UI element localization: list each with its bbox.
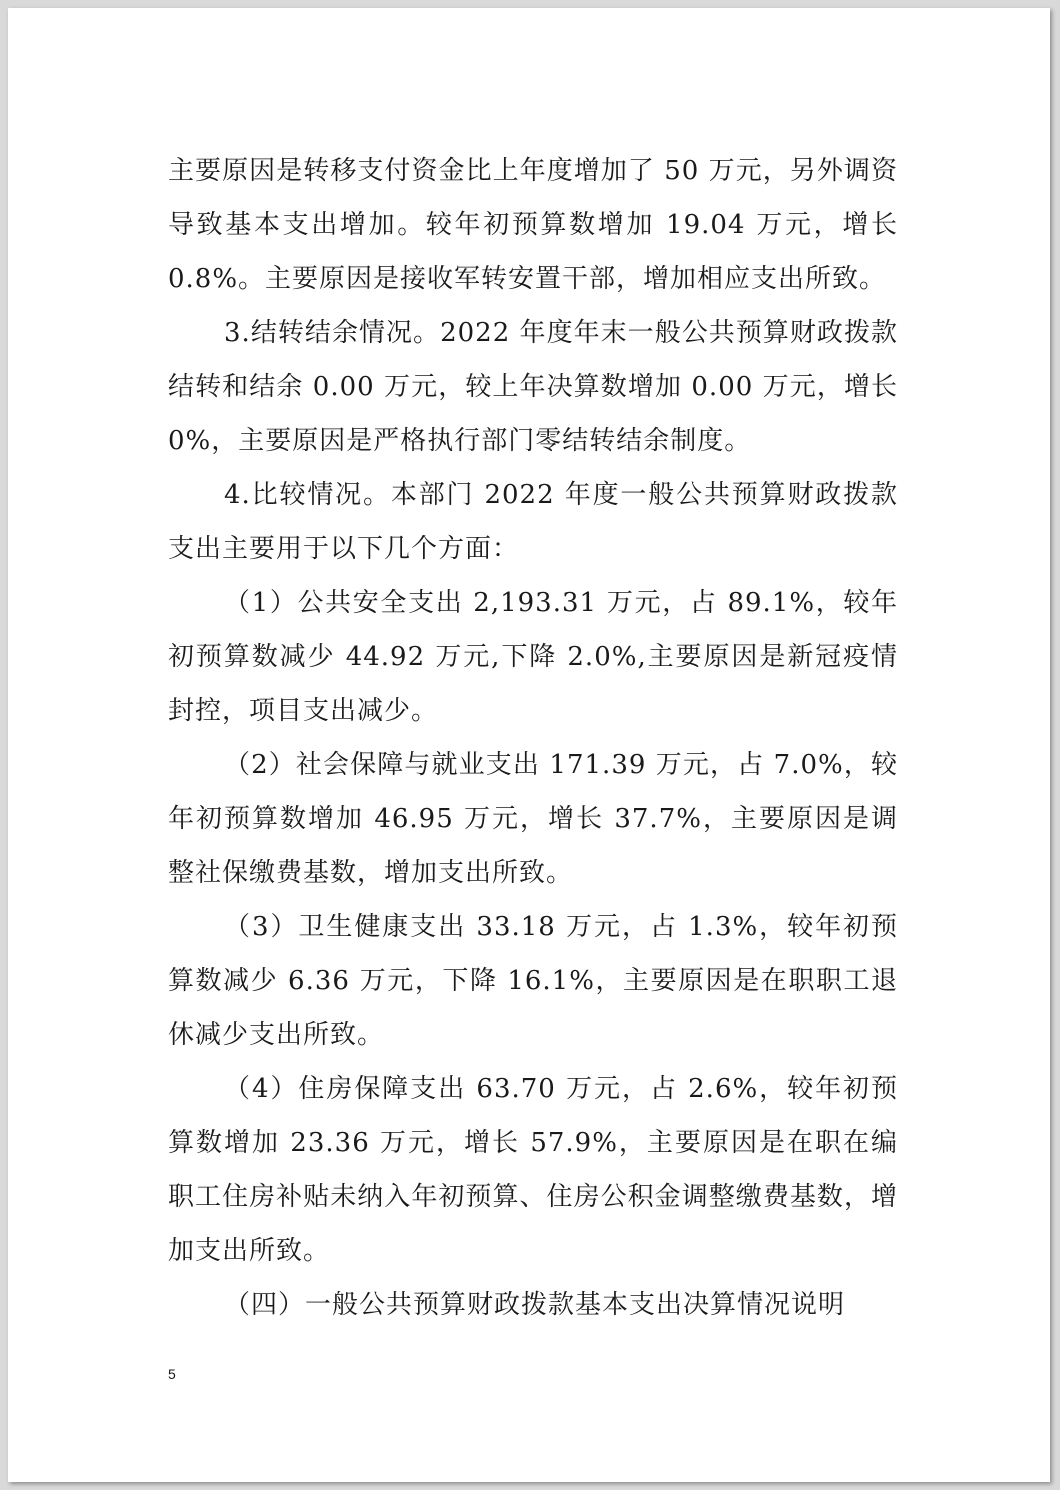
document-body	[168, 144, 898, 1332]
document-page	[8, 8, 1050, 1482]
paragraph-carryover-balance: 3.结转结余情况。2022 年度年末一般公共预算财政拨款结转和结余 0.00 万元，较上年决算数增加 0.00 万元，增长 0%，主要原因是严格执行部门零结转结余制度。	[168, 318, 898, 456]
paragraph-health: （3）卫生健康支出 33.18 万元，占 1.3%，较年初预算数减少 6.36 万元，下降 16.1%，主要原因是在职职工退休减少支出所致。	[168, 912, 898, 1050]
paragraph-comparison-intro: 4.比较情况。本部门 2022 年度一般公共预算财政拨款支出主要用于以下几个方面：	[168, 480, 898, 564]
paragraph-social-security: （2）社会保障与就业支出 171.39 万元，占 7.0%，较年初预算数增加 46.95 万元，增长 37.7%，主要原因是调整社保缴费基数，增加支出所致。	[168, 750, 898, 888]
page-number: 5	[168, 1366, 176, 1382]
paragraph-continuation: 主要原因是转移支付资金比上年度增加了 50 万元，另外调资导致基本支出增加。较年初预算数增加 19.04 万元，增长 0.8%。主要原因是接收军转安置干部，增加相应支出所致。	[168, 156, 898, 294]
paragraph-housing: （4）住房保障支出 63.70 万元，占 2.6%，较年初预算数增加 23.36 万元，增长 57.9%，主要原因是在职在编职工住房补贴未纳入年初预算、住房公积金调整缴费基数，增加支出所致。	[168, 1074, 898, 1266]
paragraph-public-security: （1）公共安全支出 2,193.31 万元，占 89.1%，较年初预算数减少 44.92 万元,下降 2.0%,主要原因是新冠疫情封控，项目支出减少。	[168, 588, 898, 726]
section-heading: （四）一般公共预算财政拨款基本支出决算情况说明	[224, 1290, 846, 1320]
